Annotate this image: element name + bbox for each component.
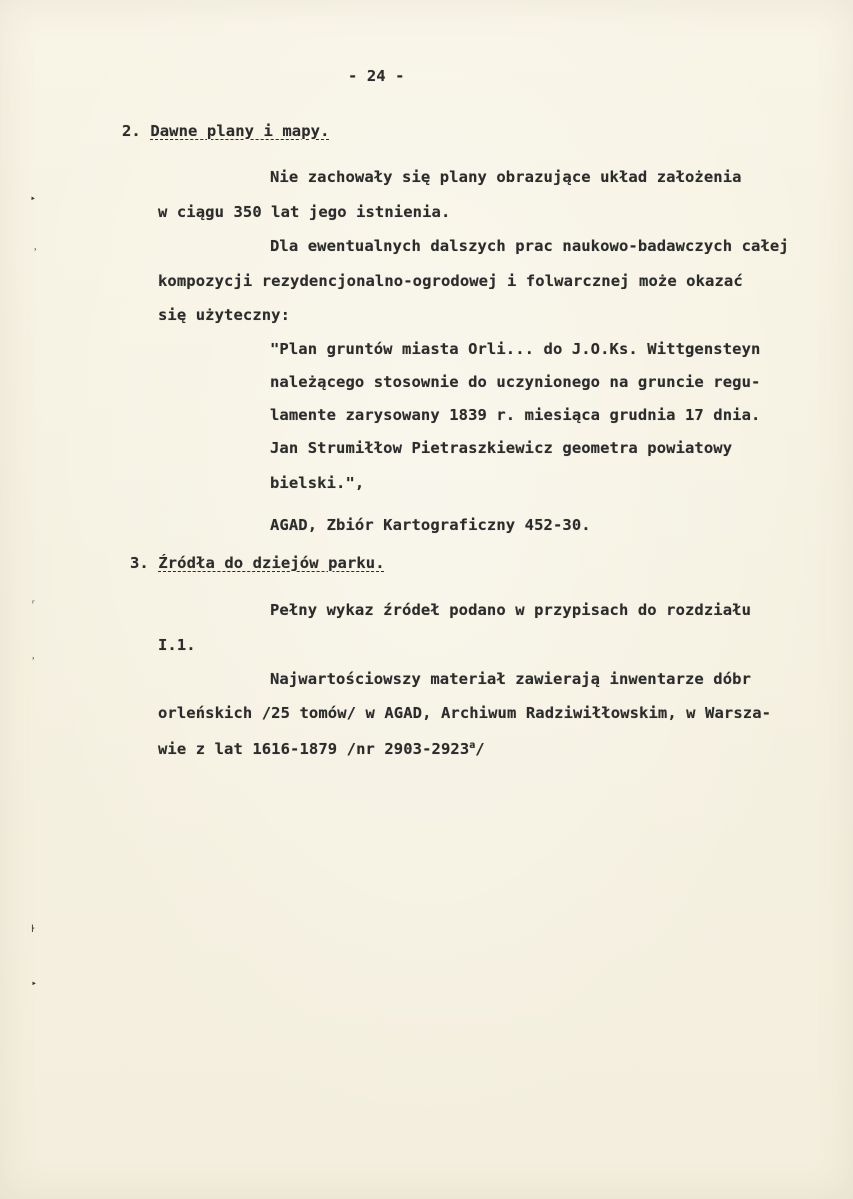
page-number: - 24 - bbox=[348, 67, 405, 85]
quote-line: bielski.", bbox=[270, 474, 365, 492]
margin-mark: ‣ bbox=[30, 194, 36, 205]
section-heading bbox=[122, 121, 330, 141]
margin-mark: ˒ bbox=[32, 654, 36, 665]
margin-mark: ‣ bbox=[31, 979, 37, 990]
section-number: 2. bbox=[122, 122, 141, 140]
section-title: Źródła do dziejów parku. bbox=[158, 554, 385, 572]
section-number: 3. bbox=[130, 554, 149, 572]
body-line: kompozycji rezydencjonalno-ogrodowej i folwarcznej może okazać bbox=[158, 272, 743, 290]
quote-line: lamente zarysowany 1839 r. miesiąca grudnia 17 dnia. bbox=[270, 406, 761, 424]
section-title: Dawne plany i mapy. bbox=[150, 122, 330, 140]
body-line: Nie zachowały się plany obrazujące układ założenia bbox=[270, 168, 742, 186]
body-line: Najwartościowszy materiał zawierają inwentarze dóbr bbox=[270, 670, 752, 688]
body-line: I.1. bbox=[158, 636, 196, 654]
margin-mark: ˒ bbox=[34, 245, 38, 256]
margin-mark: ŀ bbox=[31, 924, 35, 935]
body-line: w ciągu 350 lat jego istnienia. bbox=[158, 203, 451, 221]
quote-line: Jan Strumiłłow Pietraszkiewicz geometra powiatowy bbox=[270, 439, 733, 457]
body-line: się użyteczny: bbox=[158, 306, 291, 324]
body-line-text: wie z lat 1616-1879 /nr 2903-2923 bbox=[158, 740, 470, 758]
superscript: a bbox=[469, 740, 476, 751]
quote-line: należącego stosownie do uczynionego na gruncie regu- bbox=[270, 373, 761, 391]
quote-line: "Plan gruntów miasta Orli... do J.O.Ks. Wittgensteyn bbox=[270, 340, 761, 358]
margin-mark: ʳ bbox=[32, 599, 35, 610]
source-citation: AGAD, Zbiór Kartograficzny 452-30. bbox=[270, 516, 591, 534]
body-line: orleńskich /25 tomów/ w AGAD, Archiwum Radziwiłłowskim, w Warsza- bbox=[158, 704, 772, 722]
body-line: Pełny wykaz źródeł podano w przypisach do rozdziału bbox=[270, 601, 752, 619]
body-line: Dla ewentualnych dalszych prac naukowo-badawczych całej bbox=[270, 237, 789, 255]
section-heading bbox=[130, 553, 385, 573]
body-line-end: / bbox=[475, 740, 485, 758]
body-line bbox=[158, 736, 485, 759]
